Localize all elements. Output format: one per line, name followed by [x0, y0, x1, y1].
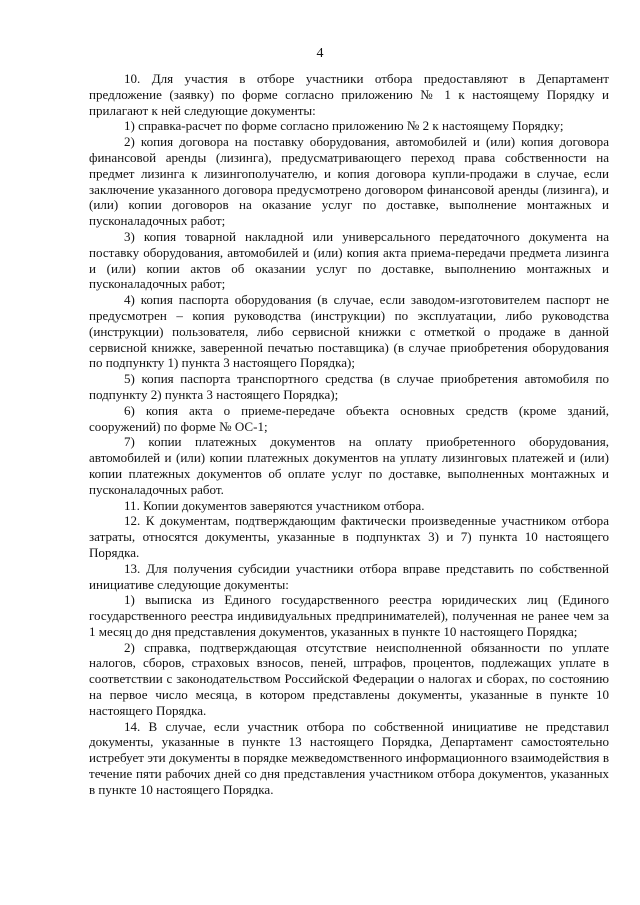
paragraph-11: 11. Копии документов заверяются участником отбора. [124, 497, 425, 513]
paragraph-13-item-2: 2) справка, подтверждающая отсутствие неисполненной обязанности по уплате налогов, сборов, страховых взносов, пеней, штрафов, процентов, подлежащих уплате в соответствии с законодательством Российской Федерации о налогах и сборах, по состоянию на первое число месяца, в котором представлены документы, указанные в пункте 10 настоящего Порядка. [89, 639, 609, 718]
paragraph-13-item-1: 1) выписка из Единого государственного реестра юридических лиц (Единого государственного реестра индивидуальных предпринимателей), полученная не ранее чем за 1 месяц до дня представления документов, указанных в пункте 10 настоящего Порядка; [89, 592, 609, 639]
paragraph-10-item-5: 5) копия паспорта транспортного средства (в случае приобретения автомобиля по подпункту 2) пункта 3 настоящего Порядка); [89, 371, 609, 402]
paragraph-10-item-2: 2) копия договора на поставку оборудования, автомобилей и (или) копия договора финансовой аренды (лизинга), предусматривающего переход права собственности на предмет лизинга к лизингополучателю, и копия договора купли-продажи в случае, если заключение указанного договора предусмотрено договором финансовой аренды (лизинга), и (или) копии договоров на оказание услуг по доставке, выполнение монтажных и пусконаладочных работ; [89, 134, 609, 229]
paragraph-13: 13. Для получения субсидии участники отбора вправе представить по собственной инициативе следующие документы: [89, 560, 609, 592]
paragraph-10-item-6: 6) копия акта о приеме-передаче объекта основных средств (кроме зданий, сооружений) по форме № ОС-1; [89, 402, 609, 434]
paragraph-10-item-1: 1) справка-расчет по форме согласно приложению № 2 к настоящему Порядку; [124, 118, 564, 134]
paragraph-10: 10. Для участия в отборе участники отбора предоставляют в Департамент предложение (заявку) по форме согласно приложению № 1 к настоящему Порядку и прилагают к ней следующие документы: [89, 71, 609, 118]
paragraph-14: 14. В случае, если участник отбора по собственной инициативе не представил документы, указанные в пункте 13 настоящего Порядка, Департамент самостоятельно истребует эти документы в порядке межведомственного информационного взаимодействия в течение пяти рабочих дней со дня представления участником отбора документов, указанных в пункте 10 настоящего Порядка. [89, 718, 609, 797]
paragraph-10-item-7: 7) копии платежных документов на оплату приобретенного оборудования, автомобилей и (или) копии платежных документов на уплату лизинговых платежей и (или) копии платежных документов об оплате услуг по доставке, выполненных монтажных и пусконаладочных работ. [89, 434, 609, 497]
paragraph-10-item-4: 4) копия паспорта оборудования (в случае, если заводом-изготовителем паспорт не предусмотрен – копия руководства (инструкции) по эксплуатации, либо руководства (инструкции) пользователя, либо сервисной книжки с отметкой о продаже в данной сервисной книжке, заверенной печатью поставщика) (в случае приобретения оборудования по подпункту 1) пункта 3 настоящего Порядка); [89, 292, 609, 371]
document-body [89, 71, 609, 798]
page-number: 4 [316, 46, 324, 61]
paragraph-12: 12. К документам, подтверждающим фактически произведенные участником отбора затраты, относятся документы, указанные в подпунктах 3) и 7) пункта 10 настоящего Порядка. [89, 513, 609, 560]
paragraph-10-item-3: 3) копия товарной накладной или универсального передаточного документа на поставку оборудования, автомобилей и (или) копия акта приема-передачи предмета лизинга и (или) копии актов об оказании услуг по доставке, выполнению монтажных и пусконаладочных работ; [89, 228, 609, 292]
